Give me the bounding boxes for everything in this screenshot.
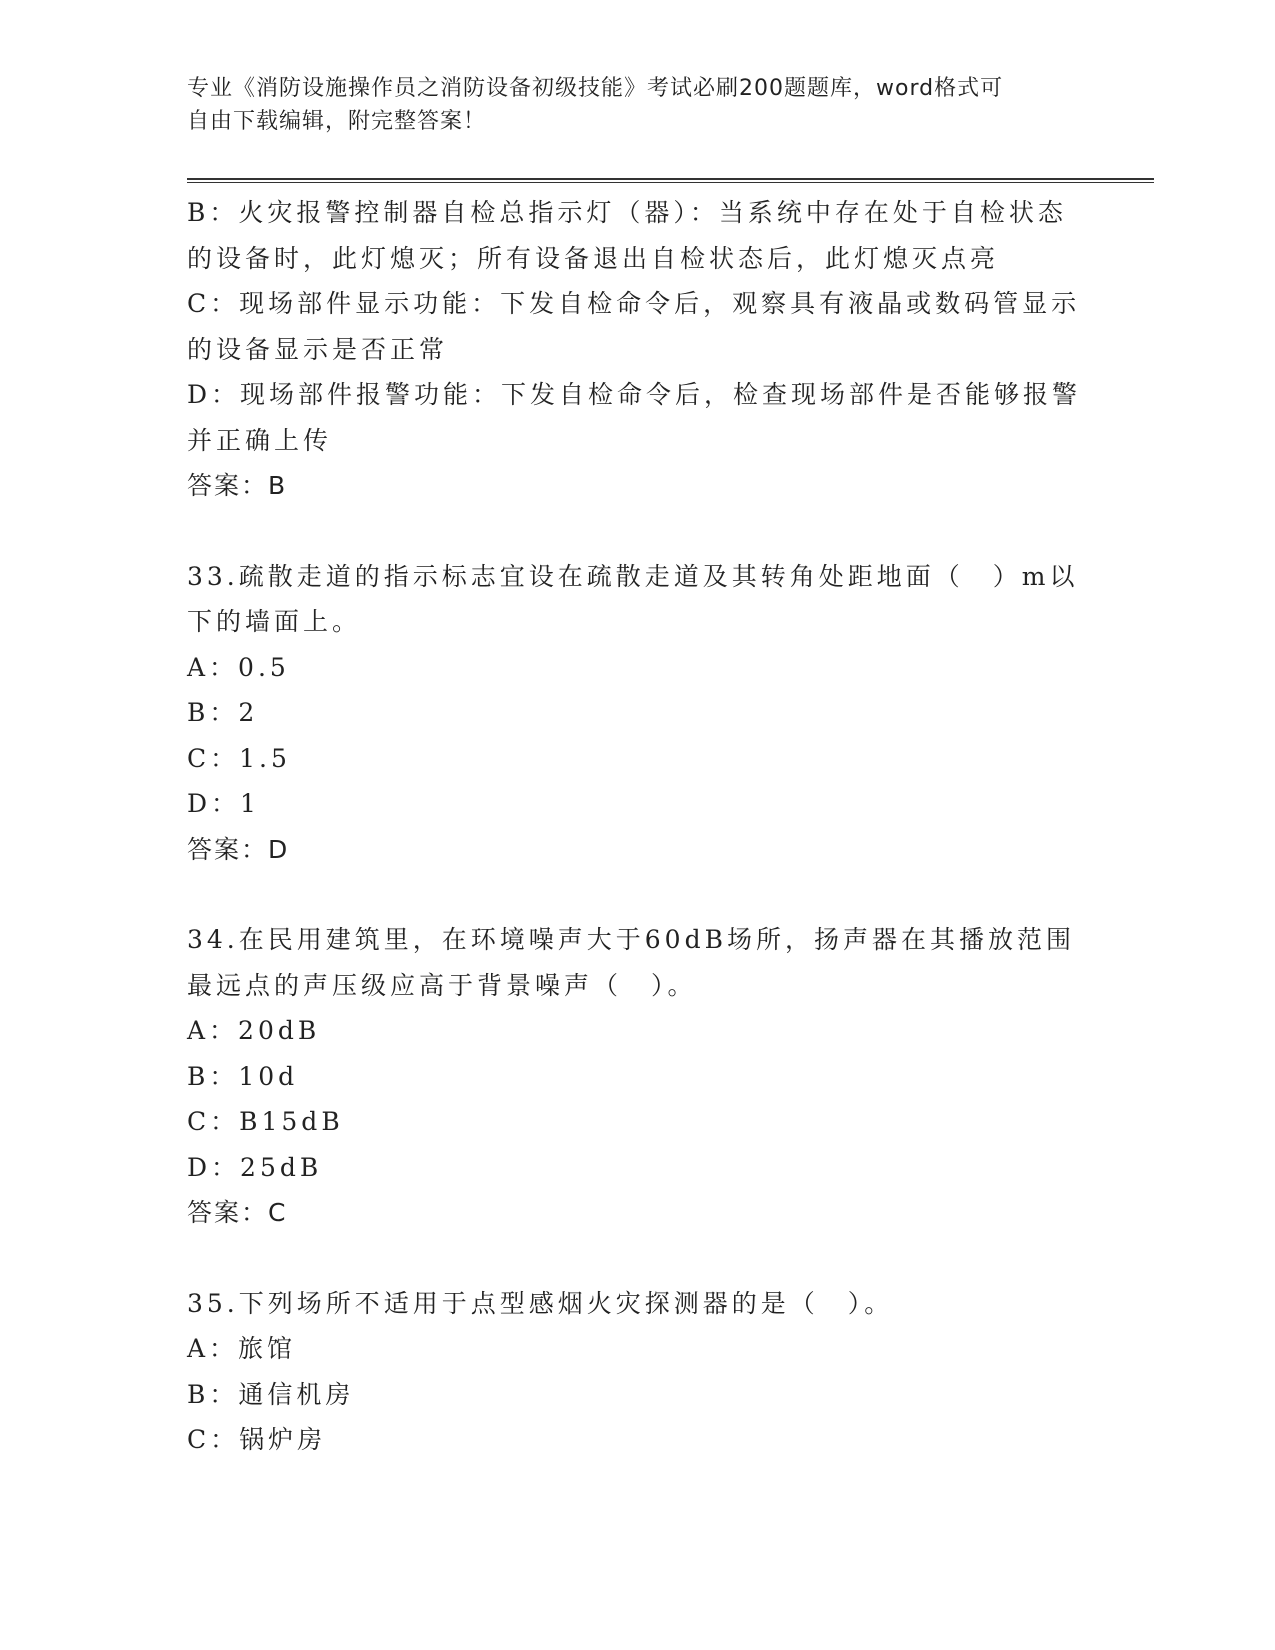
option-a: A：20dB [187,1016,321,1045]
option-c-line-2: 的设备显示是否正常 [187,334,449,364]
question-34 [187,917,1087,1236]
question-stem-line-1: 34.在民用建筑里，在环境噪声大于60dB场所，扬声器在其播放范围 [187,925,1075,954]
question-stem-line-1: 33.疏散走道的指示标志宜设在疏散走道及其转角处距地面（ ）m以 [187,561,1079,591]
option-d-line-1: D：现场部件报警功能：下发自检命令后，检查现场部件是否能够报警 [187,380,1082,409]
option-b-line-2: 的设备时，此灯熄灭；所有设备退出自检状态后，此灯熄灭点亮 [187,243,1000,273]
option-c: C：B15dB [187,1107,344,1136]
option-a: A：0.5 [187,652,290,682]
option-d: D：1 [187,789,260,818]
option-d-line-2: 并正确上传 [187,425,333,455]
question-33 [187,554,1087,873]
option-b-line-1: B：火灾报警控制器自检总指示灯（器）：当系统中存在处于自检状态 [187,198,1067,227]
header-title-line-1: 专业《消防设施操作员之消防设备初级技能》考试必刷200题题库，word格式可 [187,76,1004,101]
page-header [187,72,1087,138]
option-c-line-1: C：现场部件显示功能：下发自检命令后，观察具有液晶或数码管显示 [187,289,1081,318]
option-b: B：通信机房 [187,1379,355,1409]
question-35 [187,1281,1087,1463]
question-stem-line-1: 35.下列场所不适用于点型感烟火灾探测器的是（ ）。 [187,1288,894,1318]
header-title-line-2: 自由下载编辑，附完整答案！ [187,109,487,134]
answer: 答案：D [187,834,290,864]
previous-question-options [187,190,1087,509]
document-body [187,190,1087,1463]
spacer [187,509,1087,554]
spacer [187,872,1087,917]
spacer [187,1236,1087,1281]
option-b: B：2 [187,698,259,727]
question-stem-line-2: 下的墙面上。 [187,607,362,636]
answer: 答案：B [187,471,288,500]
option-c: C：锅炉房 [187,1425,327,1454]
option-b: B：10d [187,1061,299,1091]
question-stem-line-2: 最远点的声压级应高于背景噪声（ ）。 [187,970,697,1000]
header-divider [187,178,1154,183]
option-a: A：旅馆 [187,1334,297,1363]
option-c: C：1.5 [187,743,291,773]
option-d: D：25dB [187,1152,323,1182]
answer: 答案：C [187,1198,288,1227]
